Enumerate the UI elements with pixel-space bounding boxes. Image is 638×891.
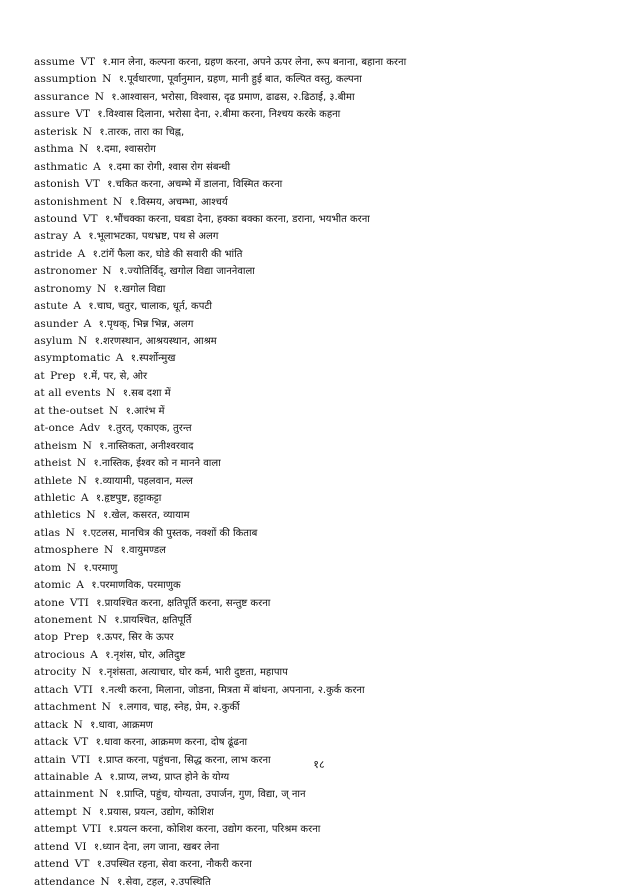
headword: attempt — [34, 823, 77, 836]
dictionary-entry — [34, 821, 624, 838]
headword: atom — [34, 561, 62, 574]
definitions: १.स्पर्शोन्मुख — [130, 353, 176, 365]
part-of-speech: A — [80, 491, 89, 504]
headword: asymptomatic — [34, 352, 111, 365]
dictionary-entry — [34, 246, 624, 263]
part-of-speech: VT — [74, 858, 90, 871]
part-of-speech: N — [77, 474, 87, 487]
part-of-speech: A — [93, 160, 101, 173]
headword: at — [34, 369, 45, 382]
dictionary-entry — [34, 333, 624, 350]
headword: attend — [34, 858, 70, 871]
part-of-speech: VT — [73, 736, 89, 749]
dictionary-entry — [34, 629, 624, 646]
part-of-speech: N — [81, 666, 92, 679]
definitions: १.दमा, श्वासरोग — [95, 144, 156, 156]
part-of-speech: VT — [82, 212, 98, 225]
part-of-speech: N — [86, 509, 96, 522]
headword: attend — [34, 840, 70, 853]
part-of-speech: N — [66, 561, 77, 574]
dictionary-entry — [34, 159, 624, 176]
part-of-speech: N — [97, 614, 107, 626]
part-of-speech: VTI — [82, 823, 102, 836]
dictionary-entry — [34, 228, 624, 245]
definitions: १.उपस्थित रहना, सेवा करना, नौकरी करना — [96, 859, 252, 871]
definitions: १.टांगें फैला कर, घोडे की सवारी की भांति — [92, 248, 243, 260]
headword: assurance — [34, 90, 90, 103]
dictionary-entry — [34, 176, 624, 193]
headword: attainable — [34, 770, 90, 783]
part-of-speech: N — [99, 788, 109, 801]
part-of-speech: N — [82, 805, 92, 818]
part-of-speech: N — [102, 73, 112, 86]
headword: astray — [34, 230, 68, 243]
part-of-speech: VTI — [69, 596, 89, 609]
definitions: १.विश्वास दिलाना, भरोसा देना, २.बीमा करना, निश्चय करके कहना — [97, 109, 341, 121]
definitions: १.पूर्वधारणा, पूर्वानुमान, ग्रहण, मानी हुई बात, कल्पित वस्तु, कल्पना — [118, 74, 362, 86]
definitions: १.खगोल विद्या — [113, 283, 166, 295]
part-of-speech: N — [101, 701, 111, 714]
definitions: १.शरणस्थान, आश्रयस्थान, आश्रम — [94, 336, 217, 347]
part-of-speech: Prep — [50, 369, 76, 382]
dictionary-entry — [34, 455, 624, 472]
definitions: १.प्रयास, प्रयत्न, उद्योग, कोशिश — [98, 806, 214, 818]
headword: astronomer — [34, 265, 98, 278]
definitions: १.प्राप्य, लभ्य, प्राप्त होने के योग्य — [109, 771, 230, 783]
definitions: १.नास्तिक, ईश्वर को न मानने वाला — [93, 458, 221, 470]
definitions: १.प्राप्ति, पहुंच, योग्यता, उपार्जन, गुण, विद्या, ज् नान — [115, 789, 306, 801]
definitions: १.विस्मय, अचम्भा, आश्चर्य — [129, 196, 228, 208]
definitions: १.मान लेना, कल्पना करना, ग्रहण करना, अपने ऊपर लेना, रूप बनाना, बहाना करना — [102, 57, 407, 68]
headword: asthmatic — [34, 160, 88, 173]
definitions: १.आरंभ में — [125, 405, 165, 417]
dictionary-entry — [34, 804, 624, 821]
dictionary-entry — [34, 473, 624, 490]
dictionary-entry — [34, 403, 624, 420]
definitions: १.धावा, आक्रमण — [90, 719, 153, 731]
part-of-speech: Prep — [63, 631, 89, 644]
part-of-speech: N — [106, 387, 116, 400]
part-of-speech: VTI — [73, 683, 93, 696]
definitions: १.प्रायश्चित करना, क्षतिपूर्ति करना, सन्तुष्ट करना — [96, 597, 271, 609]
part-of-speech: VTI — [71, 753, 91, 766]
headword: atrocity — [34, 666, 77, 679]
dictionary-entry — [34, 577, 624, 594]
headword: astronomy — [34, 282, 92, 295]
headword: athletic — [34, 491, 76, 504]
dictionary-entry — [34, 699, 624, 716]
part-of-speech: N — [79, 143, 89, 156]
headword: asunder — [34, 317, 79, 330]
dictionary-entry — [34, 874, 624, 891]
part-of-speech: N — [102, 265, 112, 278]
headword: attendance — [34, 875, 96, 888]
dictionary-entry — [34, 350, 624, 367]
dictionary-entry — [34, 106, 624, 123]
dictionary-entry — [34, 420, 624, 437]
definitions: १.भूलाभटका, पथभ्रष्ट, पथ से अलग — [88, 231, 219, 243]
part-of-speech: VI — [74, 840, 87, 853]
headword: atonement — [34, 614, 93, 626]
dictionary-entry — [34, 368, 624, 385]
headword: attack — [34, 736, 69, 749]
headword: at all events — [34, 387, 101, 400]
part-of-speech: N — [96, 282, 107, 295]
dictionary-entry — [34, 71, 624, 88]
definitions: १.चकित करना, अचम्भे में डालना, विस्मित करना — [107, 179, 283, 191]
headword: athletics — [34, 509, 81, 522]
part-of-speech: A — [73, 300, 81, 313]
definitions: १.प्राप्त करना, पहुंचना, सिद्ध करना, लाभ करना — [97, 754, 271, 766]
definitions: १.ऊपर, सिर के ऊपर — [96, 632, 174, 644]
dictionary-entry — [34, 786, 624, 803]
definitions: १.सेवा, टहल, २.उपस्थिति — [117, 876, 211, 888]
part-of-speech: N — [104, 544, 114, 557]
headword: atone — [34, 596, 65, 609]
headword: atomic — [34, 579, 71, 592]
part-of-speech: N — [94, 90, 104, 103]
headword: attach — [34, 683, 69, 696]
dictionary-entry — [34, 560, 624, 577]
part-of-speech: N — [76, 457, 87, 470]
part-of-speech: N — [77, 335, 88, 347]
definitions: १.तुरत्, एकाएक, तुरन्त — [107, 423, 192, 435]
headword: astonish — [34, 178, 80, 191]
headword: atlas — [34, 526, 61, 539]
page-number: १८ — [313, 758, 325, 771]
definitions: १.प्रायश्चित, क्षतिपूर्ति — [114, 615, 192, 626]
part-of-speech: N — [112, 195, 123, 208]
part-of-speech: A — [76, 579, 84, 592]
part-of-speech: N — [82, 125, 93, 138]
definitions: १.खेल, कसरत, व्यायाम — [103, 510, 190, 522]
headword: attainment — [34, 788, 94, 801]
dictionary-entry — [34, 507, 624, 524]
definitions: १.पृथक्, भिन्न भिन्न, अलग — [98, 318, 194, 330]
dictionary-entry — [34, 194, 624, 211]
dictionary-entry — [34, 263, 624, 280]
dictionary-entry — [34, 595, 624, 612]
headword: asthma — [34, 143, 74, 156]
part-of-speech: N — [82, 439, 92, 452]
definitions: १.नृशंसता, अत्याचार, घोर कर्म, भारी दुष्टता, महापाप — [98, 667, 288, 679]
headword: atop — [34, 631, 59, 644]
definitions: १.दमा का रोगी, श्वास रोग संबन्धी — [108, 161, 231, 173]
headword: assumption — [34, 73, 97, 86]
headword: attain — [34, 753, 66, 766]
dictionary-entry — [34, 734, 624, 751]
part-of-speech: N — [73, 718, 83, 731]
part-of-speech: A — [83, 317, 92, 330]
definitions: १.वायुमण्डल — [120, 545, 166, 557]
dictionary-entry — [34, 856, 624, 873]
dictionary-entry — [34, 525, 624, 542]
headword: astonishment — [34, 195, 108, 208]
part-of-speech: VT — [85, 178, 100, 191]
part-of-speech: N — [100, 875, 110, 888]
dictionary-entry — [34, 647, 624, 664]
headword: atheist — [34, 457, 72, 470]
definitions: १.परमाणविक, परमाणुक — [91, 580, 181, 592]
definitions: १.धावा करना, आक्रमण करना, दोष ढूंढना — [95, 737, 248, 749]
dictionary-entry — [34, 542, 624, 559]
definitions: १.परमाणु — [83, 562, 118, 574]
part-of-speech: A — [73, 230, 82, 243]
headword: astride — [34, 247, 73, 260]
headword: asylum — [34, 335, 73, 347]
definitions: १.हृष्टपुष्ट, हट्टाकट्टा — [95, 492, 162, 504]
definitions: १.नत्थी करना, मिलाना, जोडना, मित्रता में बांधना, अपनाना, २.कुर्क करना — [100, 684, 365, 696]
dictionary-entry — [34, 89, 624, 106]
dictionary-entry — [34, 316, 624, 333]
headword: atheism — [34, 439, 78, 452]
dictionary-entry — [34, 717, 624, 734]
headword: athlete — [34, 474, 73, 487]
part-of-speech: A — [77, 247, 86, 260]
definitions: १.ध्यान देना, लग जाना, खबर लेना — [93, 841, 220, 853]
dictionary-entry — [34, 664, 624, 681]
headword: astute — [34, 300, 68, 313]
headword: assure — [34, 108, 70, 121]
definitions: १.नास्तिकता, अनीश्वरवाद — [99, 440, 194, 452]
dictionary-entry — [34, 141, 624, 158]
definitions: १.भौंचक्का करना, घबडा देना, हक्का बक्का करना, डराना, भयभीत करना — [104, 213, 370, 225]
part-of-speech: Adv — [79, 422, 101, 435]
part-of-speech: VT — [75, 108, 91, 121]
headword: at-once — [34, 422, 75, 435]
definitions: १.चाघ, चतुर, चालाक, धूर्त, कपटी — [88, 301, 213, 313]
headword: attachment — [34, 701, 97, 714]
definitions: १.नृशंस, घोर, अतिदुष्ट — [105, 649, 186, 661]
dictionary-entry — [34, 385, 624, 402]
headword: asterisk — [34, 125, 78, 138]
dictionary-entry — [34, 490, 624, 507]
headword: atmosphere — [34, 544, 99, 557]
definitions: १.सब दशा में — [122, 388, 171, 400]
dictionary-entry — [34, 438, 624, 455]
headword: atrocious — [34, 648, 85, 661]
headword: attack — [34, 718, 69, 731]
dictionary-entry — [34, 682, 624, 699]
part-of-speech: VT — [80, 56, 96, 68]
dictionary-entry — [34, 54, 624, 71]
definitions: १.में, पर, से, ओर — [82, 370, 148, 382]
definitions: १.आश्वासन, भरोसा, विश्वास, दृढ प्रमाण, ढाढस, २.ढिठाई, ३.बीमा — [111, 91, 355, 103]
definitions: १.लगाव, चाह, स्नेह, प्रेम, २.कुर्की — [118, 702, 240, 714]
part-of-speech: A — [115, 352, 124, 365]
dictionary-entry — [34, 124, 624, 141]
definitions: १.ज्योतिर्विद्, खगोल विद्या जाननेवाला — [119, 266, 255, 278]
definitions: १.व्यायामी, पहलवान, मल्ल — [94, 475, 193, 487]
part-of-speech: N — [108, 404, 119, 417]
definitions: १.एटलस, मानचित्र की पुस्तक, नक्शों की किताब — [82, 527, 258, 539]
part-of-speech: N — [65, 526, 75, 539]
dictionary-entry — [34, 612, 624, 629]
part-of-speech: A — [94, 770, 103, 783]
headword: attempt — [34, 805, 77, 818]
headword: at the-outset — [34, 404, 104, 417]
dictionary-entry — [34, 298, 624, 315]
dictionary-entry — [34, 211, 624, 228]
headword: astound — [34, 212, 78, 225]
headword: assume — [34, 56, 75, 68]
part-of-speech: A — [90, 648, 98, 661]
dictionary-entry — [34, 281, 624, 298]
definitions: १.प्रयत्न करना, कोशिश करना, उद्योग करना, परिश्रम करना — [108, 824, 321, 836]
dictionary-entry — [34, 839, 624, 856]
definitions: १.तारक, तारा का चिह्न, — [99, 126, 185, 138]
